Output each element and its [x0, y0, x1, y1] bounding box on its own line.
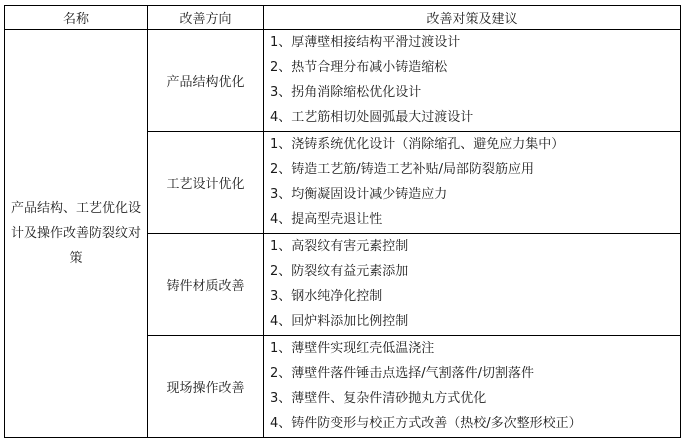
list-item: 1、厚薄壁相接结构平滑过渡设计	[270, 35, 461, 50]
suggestions-cell	[264, 234, 681, 336]
direction-cell: 产品结构优化	[148, 30, 264, 132]
list-item: 2、热节合理分布减小铸造缩松	[270, 60, 448, 75]
list-item: 1、薄壁件实现红壳低温浇注	[270, 341, 435, 356]
direction-cell: 铸件材质改善	[148, 234, 264, 336]
list-item: 2、薄壁件落件锤击点选择/气割落件/切割落件	[270, 366, 535, 381]
list-item: 1、浇铸系统优化设计（消除缩孔、避免应力集中）	[270, 137, 565, 152]
list-item: 3、拐角消除缩松优化设计	[270, 85, 422, 100]
list-item: 3、均衡凝固设计减少铸造应力	[270, 187, 448, 202]
header-direction: 改善方向	[148, 6, 264, 30]
suggestions-cell	[264, 30, 681, 132]
list-item: 4、提高型壳退让性	[270, 212, 383, 227]
direction-cell: 工艺设计优化	[148, 132, 264, 234]
list-item: 4、回炉料添加比例控制	[270, 314, 409, 329]
list-item: 4、铸件防变形与校正方式改善（热校/多次整形校正）	[270, 416, 582, 431]
table-row	[5, 30, 681, 132]
list-item: 1、高裂纹有害元素控制	[270, 239, 409, 254]
list-item: 2、铸造工艺筋/铸造工艺补贴/局部防裂筋应用	[270, 162, 535, 177]
direction-cell: 现场操作改善	[148, 336, 264, 438]
table-wrapper	[4, 5, 681, 438]
header-row	[5, 6, 681, 30]
list-item: 3、薄壁件、复杂件清砂抛丸方式优化	[270, 391, 487, 406]
list-item: 2、防裂纹有益元素添加	[270, 264, 409, 279]
suggestions-cell	[264, 336, 681, 438]
header-suggestions: 改善对策及建议	[264, 6, 681, 30]
header-name: 名称	[5, 6, 148, 30]
suggestions-cell	[264, 132, 681, 234]
name-cell: 产品结构、工艺优化设计及操作改善防裂纹对策	[5, 30, 148, 438]
list-item: 4、工艺筋相切处圆弧最大过渡设计	[270, 110, 474, 125]
list-item: 3、钢水纯净化控制	[270, 289, 383, 304]
countermeasure-table	[4, 5, 681, 438]
